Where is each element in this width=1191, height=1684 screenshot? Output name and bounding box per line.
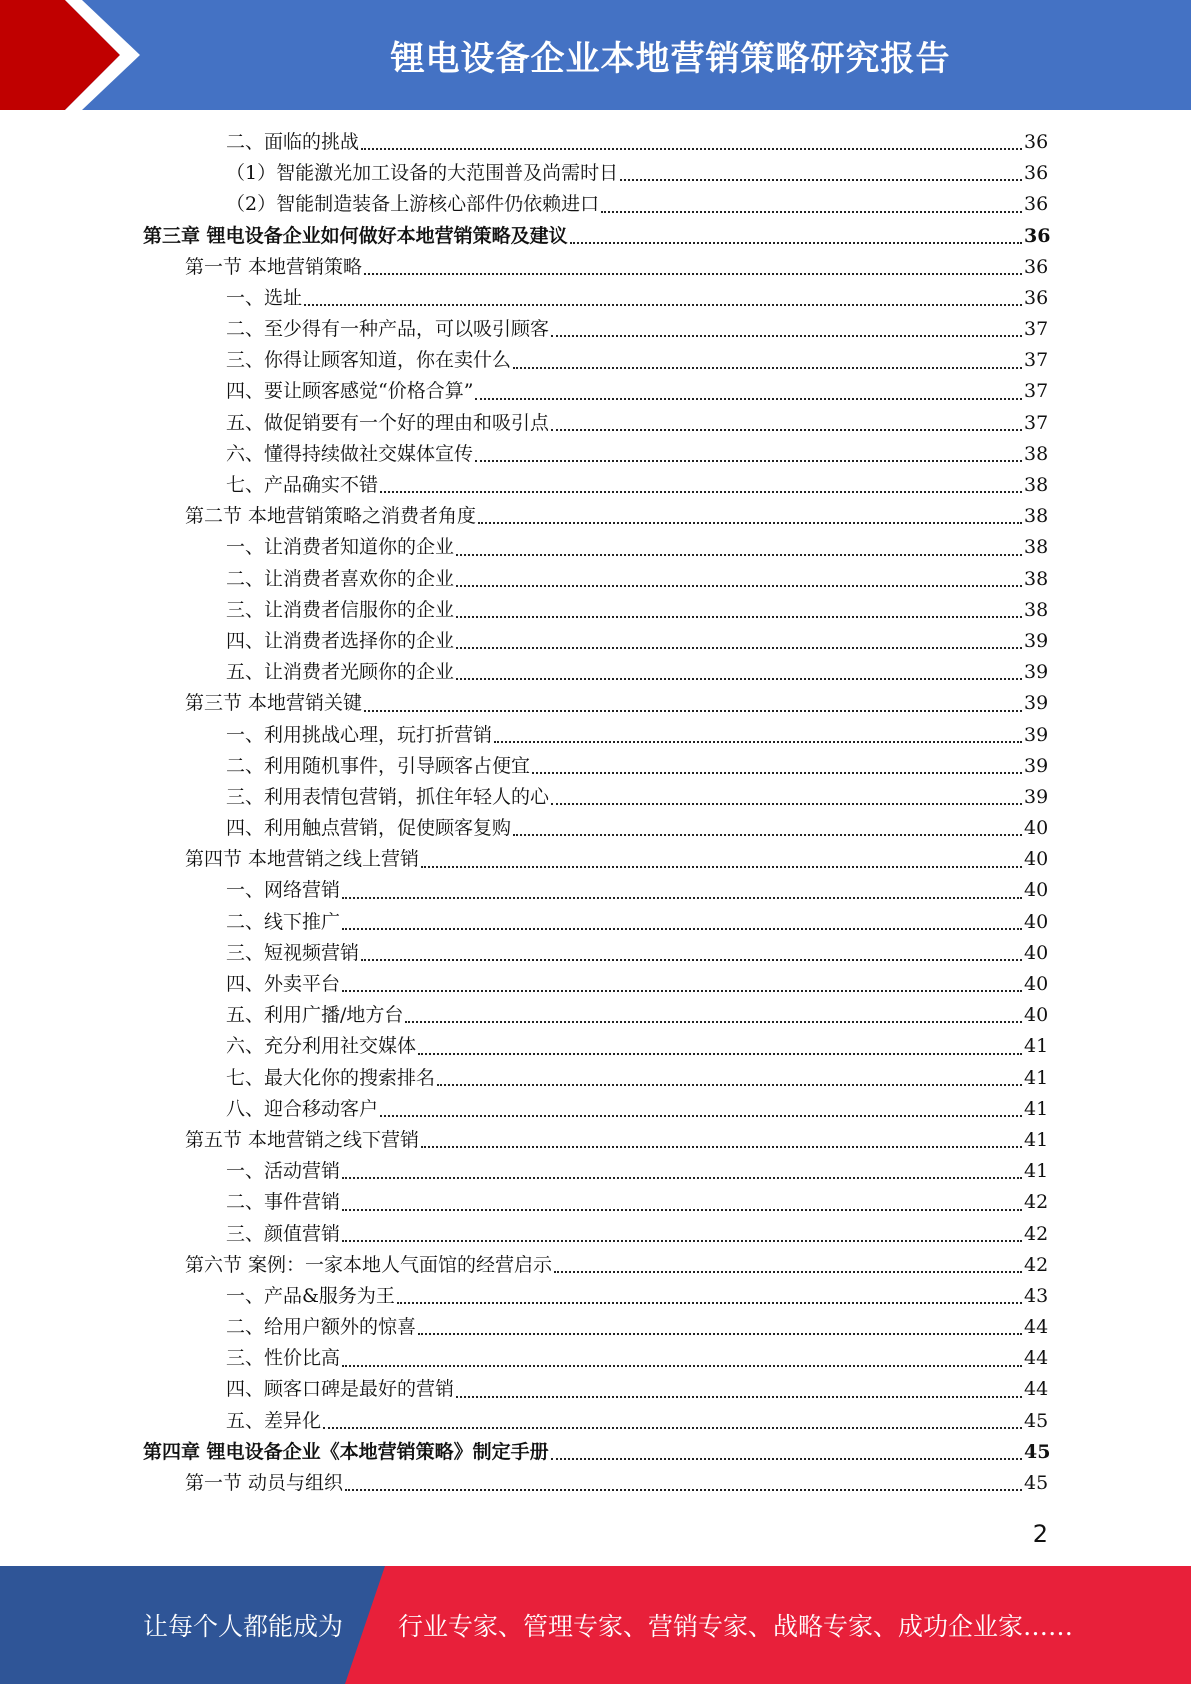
toc-dot-leader bbox=[342, 1365, 1022, 1367]
toc-dot-leader bbox=[456, 616, 1022, 618]
toc-dot-leader bbox=[475, 398, 1022, 400]
toc-section-entry[interactable] bbox=[0, 844, 1191, 875]
toc-subsection-entry[interactable] bbox=[0, 813, 1191, 844]
toc-entry-title: 二、利用随机事件，引导顾客占便宜 bbox=[226, 754, 531, 777]
toc-entry-title: 四、顾客口碑是最好的营销 bbox=[226, 1378, 455, 1401]
footer-slogan-right: 行业专家、管理专家、营销专家、战略专家、成功企业家…… bbox=[398, 1612, 1074, 1641]
toc-entry-page: 36 bbox=[1024, 130, 1049, 153]
toc-entry-page: 38 bbox=[1024, 598, 1049, 621]
toc-subsection-entry[interactable] bbox=[0, 345, 1191, 376]
toc-entry-title: 一、网络营销 bbox=[226, 879, 341, 902]
toc-dot-leader bbox=[551, 429, 1022, 431]
toc-entry-page: 41 bbox=[1024, 1066, 1049, 1089]
toc-subsection-entry[interactable] bbox=[0, 907, 1191, 938]
toc-entry-page: 39 bbox=[1024, 661, 1049, 684]
toc-entry-title: 二、给用户额外的惊喜 bbox=[226, 1316, 417, 1339]
toc-entry-title: 三、性价比高 bbox=[226, 1347, 341, 1370]
toc-entry-page: 39 bbox=[1024, 629, 1049, 652]
toc-entry-page: 36 bbox=[1024, 193, 1049, 216]
toc-entry-page: 42 bbox=[1024, 1191, 1049, 1214]
toc-dot-leader bbox=[456, 647, 1022, 649]
toc-entry-title: 第一节 动员与组织 bbox=[185, 1472, 344, 1495]
toc-section-entry[interactable] bbox=[0, 501, 1191, 532]
toc-dot-leader bbox=[456, 678, 1022, 680]
toc-dot-leader bbox=[513, 367, 1022, 369]
toc-entry-page: 45 bbox=[1024, 1409, 1049, 1432]
toc-subsection-entry[interactable] bbox=[0, 1281, 1191, 1312]
toc-entry-page: 36 bbox=[1024, 286, 1049, 309]
toc-dot-leader bbox=[345, 1489, 1022, 1491]
toc-entry-title: 第二节 本地营销策略之消费者角度 bbox=[185, 505, 477, 528]
toc-dot-leader bbox=[456, 585, 1022, 587]
toc-dot-leader bbox=[342, 928, 1022, 930]
toc-dot-leader bbox=[494, 741, 1022, 743]
toc-entry-title: 一、活动营销 bbox=[226, 1160, 341, 1183]
toc-entry-page: 45 bbox=[1024, 1440, 1051, 1463]
toc-entry-page: 44 bbox=[1024, 1347, 1049, 1370]
toc-entry-title: 第六节 案例：一家本地人气面馆的经营启示 bbox=[185, 1253, 553, 1276]
toc-entry-page: 44 bbox=[1024, 1316, 1049, 1339]
toc-entry-title: 一、选址 bbox=[226, 286, 303, 309]
toc-subsection-entry[interactable] bbox=[0, 189, 1191, 220]
toc-entry-page: 40 bbox=[1024, 848, 1049, 871]
toc-subsection-entry[interactable] bbox=[0, 1343, 1191, 1374]
toc-subsection-entry[interactable] bbox=[0, 657, 1191, 688]
toc-entry-page: 38 bbox=[1024, 474, 1049, 497]
toc-dot-leader bbox=[342, 990, 1022, 992]
toc-chapter-entry[interactable] bbox=[0, 221, 1191, 252]
toc-dot-leader bbox=[361, 959, 1022, 961]
toc-dot-leader bbox=[397, 1302, 1022, 1304]
toc-entry-title: 第四章 锂电设备企业《本地营销策略》制定手册 bbox=[143, 1440, 549, 1463]
toc-subsection-entry[interactable] bbox=[0, 969, 1191, 1000]
toc-subsection-entry[interactable] bbox=[0, 782, 1191, 813]
toc-chapter-entry[interactable] bbox=[0, 1437, 1191, 1468]
toc-dot-leader bbox=[456, 1396, 1022, 1398]
toc-entry-title: （2）智能制造装备上游核心部件仍依赖进口 bbox=[226, 193, 600, 216]
toc-entry-title: 三、让消费者信服你的企业 bbox=[226, 598, 455, 621]
toc-entry-page: 36 bbox=[1024, 224, 1051, 247]
toc-subsection-entry[interactable] bbox=[0, 158, 1191, 189]
toc-entry-page: 40 bbox=[1024, 879, 1049, 902]
toc-entry-title: 三、你得让顾客知道，你在卖什么 bbox=[226, 349, 512, 372]
toc-dot-leader bbox=[478, 522, 1022, 524]
toc-entry-title: 六、懂得持续做社交媒体宣传 bbox=[226, 442, 474, 465]
toc-entry-title: 七、产品确实不错 bbox=[226, 474, 379, 497]
toc-section-entry[interactable] bbox=[0, 1125, 1191, 1156]
toc-entry-title: 二、线下推广 bbox=[226, 910, 341, 933]
toc-entry-page: 39 bbox=[1024, 723, 1049, 746]
toc-entry-page: 36 bbox=[1024, 255, 1049, 278]
toc-entry-title: 第三章 锂电设备企业如何做好本地营销策略及建议 bbox=[143, 224, 568, 247]
toc-dot-leader bbox=[421, 866, 1022, 868]
toc-dot-leader bbox=[601, 211, 1022, 213]
toc-dot-leader bbox=[456, 554, 1022, 556]
toc-entry-title: 一、利用挑战心理，玩打折营销 bbox=[226, 723, 493, 746]
toc-entry-page: 39 bbox=[1024, 785, 1049, 808]
toc-entry-page: 42 bbox=[1024, 1253, 1049, 1276]
toc-entry-page: 38 bbox=[1024, 442, 1049, 465]
toc-subsection-entry[interactable] bbox=[0, 1156, 1191, 1187]
toc-dot-leader bbox=[570, 242, 1022, 244]
toc-entry-title: 四、要让顾客感觉“价格合算” bbox=[226, 380, 474, 403]
toc-section-entry[interactable] bbox=[0, 1250, 1191, 1281]
toc-subsection-entry[interactable] bbox=[0, 1031, 1191, 1062]
page-footer bbox=[0, 1566, 1191, 1684]
toc-section-entry[interactable] bbox=[0, 252, 1191, 283]
toc-dot-leader bbox=[342, 1209, 1022, 1211]
toc-dot-leader bbox=[554, 1271, 1022, 1273]
toc-entry-page: 43 bbox=[1024, 1284, 1049, 1307]
toc-entry-page: 39 bbox=[1024, 754, 1049, 777]
toc-dot-leader bbox=[380, 491, 1022, 493]
toc-entry-page: 40 bbox=[1024, 817, 1049, 840]
toc-entry-title: 六、充分利用社交媒体 bbox=[226, 1035, 417, 1058]
toc-subsection-entry[interactable] bbox=[0, 626, 1191, 657]
page-header bbox=[0, 0, 1191, 110]
toc-entry-page: 38 bbox=[1024, 505, 1049, 528]
toc-entry-title: 三、颜值营销 bbox=[226, 1222, 341, 1245]
toc-subsection-entry[interactable] bbox=[0, 408, 1191, 439]
toc-dot-leader bbox=[364, 273, 1022, 275]
toc-subsection-entry[interactable] bbox=[0, 1094, 1191, 1125]
toc-subsection-entry[interactable] bbox=[0, 439, 1191, 470]
toc-entry-page: 42 bbox=[1024, 1222, 1049, 1245]
toc-entry-page: 41 bbox=[1024, 1097, 1049, 1120]
toc-entry-title: 第四节 本地营销之线上营销 bbox=[185, 848, 420, 871]
toc-entry-title: 七、最大化你的搜索排名 bbox=[226, 1066, 436, 1089]
toc-entry-page: 38 bbox=[1024, 567, 1049, 590]
toc-entry-title: 四、利用触点营销，促使顾客复购 bbox=[226, 817, 512, 840]
toc-entry-page: 41 bbox=[1024, 1035, 1049, 1058]
toc-entry-page: 37 bbox=[1024, 318, 1049, 341]
toc-entry-title: 五、做促销要有一个好的理由和吸引点 bbox=[226, 411, 550, 434]
toc-dot-leader bbox=[364, 710, 1022, 712]
footer-slogan-left: 让每个人都能成为 bbox=[143, 1612, 344, 1641]
toc-entry-title: 五、利用广播/地方台 bbox=[226, 1004, 404, 1027]
toc-entry-title: 二、事件营销 bbox=[226, 1191, 341, 1214]
toc-entry-title: 三、短视频营销 bbox=[226, 941, 360, 964]
toc-entry-title: 一、产品&服务为王 bbox=[226, 1284, 395, 1307]
toc-section-entry[interactable] bbox=[0, 1468, 1191, 1499]
toc-subsection-entry[interactable] bbox=[0, 938, 1191, 969]
toc-entry-page: 36 bbox=[1024, 162, 1049, 185]
toc-dot-leader bbox=[421, 1146, 1022, 1148]
toc-dot-leader bbox=[342, 897, 1022, 899]
toc-entry-title: 三、利用表情包营销，抓住年轻人的心 bbox=[226, 785, 550, 808]
toc-entry-page: 39 bbox=[1024, 692, 1049, 715]
toc-dot-leader bbox=[361, 148, 1022, 150]
header-red-chevron bbox=[0, 0, 150, 110]
toc-subsection-entry[interactable] bbox=[0, 127, 1191, 158]
page-number: 2 bbox=[1032, 1520, 1048, 1548]
toc-entry-title: 五、让消费者光顾你的企业 bbox=[226, 661, 455, 684]
toc-entry-page: 41 bbox=[1024, 1160, 1049, 1183]
toc-entry-page: 40 bbox=[1024, 973, 1049, 996]
toc-entry-title: 四、让消费者选择你的企业 bbox=[226, 629, 455, 652]
toc-entry-title: 八、迎合移动客户 bbox=[226, 1097, 379, 1120]
toc-subsection-entry[interactable] bbox=[0, 751, 1191, 782]
toc-dot-leader bbox=[513, 834, 1022, 836]
toc-entry-page: 45 bbox=[1024, 1472, 1049, 1495]
toc-subsection-entry[interactable] bbox=[0, 1000, 1191, 1031]
toc-entry-page: 40 bbox=[1024, 910, 1049, 933]
toc-section-entry[interactable] bbox=[0, 688, 1191, 719]
toc-subsection-entry[interactable] bbox=[0, 876, 1191, 907]
toc-dot-leader bbox=[304, 304, 1022, 306]
toc-entry-page: 44 bbox=[1024, 1378, 1049, 1401]
toc-entry-page: 40 bbox=[1024, 1004, 1049, 1027]
toc-entry-title: 二、面临的挑战 bbox=[226, 130, 360, 153]
toc-entry-title: 二、让消费者喜欢你的企业 bbox=[226, 567, 455, 590]
toc-entry-title: 一、让消费者知道你的企业 bbox=[226, 536, 455, 559]
toc-subsection-entry[interactable] bbox=[0, 720, 1191, 751]
toc-entry-title: 第三节 本地营销关键 bbox=[185, 692, 363, 715]
toc-dot-leader bbox=[437, 1084, 1022, 1086]
toc-entry-title: 二、至少得有一种产品，可以吸引顾客 bbox=[226, 318, 550, 341]
toc-entry-page: 37 bbox=[1024, 411, 1049, 434]
toc-dot-leader bbox=[475, 460, 1022, 462]
toc-entry-page: 37 bbox=[1024, 380, 1049, 403]
toc-subsection-entry[interactable] bbox=[0, 470, 1191, 501]
toc-subsection-entry[interactable] bbox=[0, 283, 1191, 314]
toc-dot-leader bbox=[551, 335, 1022, 337]
toc-entry-title: 第一节 本地营销策略 bbox=[185, 255, 363, 278]
toc-dot-leader bbox=[323, 1427, 1022, 1429]
toc-entry-title: （1）智能激光加工设备的大范围普及尚需时日 bbox=[226, 162, 619, 185]
toc-subsection-entry[interactable] bbox=[0, 314, 1191, 345]
toc-dot-leader bbox=[532, 772, 1022, 774]
table-of-contents bbox=[0, 127, 1191, 1499]
toc-subsection-entry[interactable] bbox=[0, 532, 1191, 563]
toc-dot-leader bbox=[551, 1458, 1022, 1460]
toc-subsection-entry[interactable] bbox=[0, 1219, 1191, 1250]
report-title: 锂电设备企业本地营销策略研究报告 bbox=[390, 38, 951, 79]
toc-subsection-entry[interactable] bbox=[0, 1063, 1191, 1094]
toc-dot-leader bbox=[620, 179, 1022, 181]
toc-dot-leader bbox=[342, 1240, 1022, 1242]
toc-dot-leader bbox=[418, 1053, 1022, 1055]
toc-subsection-entry[interactable] bbox=[0, 377, 1191, 408]
toc-entry-page: 37 bbox=[1024, 349, 1049, 372]
toc-entry-page: 38 bbox=[1024, 536, 1049, 559]
toc-subsection-entry[interactable] bbox=[0, 1187, 1191, 1218]
toc-entry-title: 四、外卖平台 bbox=[226, 973, 341, 996]
toc-dot-leader bbox=[380, 1115, 1022, 1117]
toc-subsection-entry[interactable] bbox=[0, 564, 1191, 595]
toc-subsection-entry[interactable] bbox=[0, 1406, 1191, 1437]
toc-entry-page: 40 bbox=[1024, 941, 1049, 964]
toc-entry-page: 41 bbox=[1024, 1128, 1049, 1151]
toc-dot-leader bbox=[405, 1021, 1022, 1023]
toc-entry-title: 五、差异化 bbox=[226, 1409, 322, 1432]
toc-dot-leader bbox=[342, 1177, 1022, 1179]
toc-entry-title: 第五节 本地营销之线下营销 bbox=[185, 1128, 420, 1151]
toc-dot-leader bbox=[551, 803, 1022, 805]
toc-subsection-entry[interactable] bbox=[0, 595, 1191, 626]
toc-subsection-entry[interactable] bbox=[0, 1312, 1191, 1343]
toc-dot-leader bbox=[418, 1333, 1022, 1335]
toc-subsection-entry[interactable] bbox=[0, 1375, 1191, 1406]
